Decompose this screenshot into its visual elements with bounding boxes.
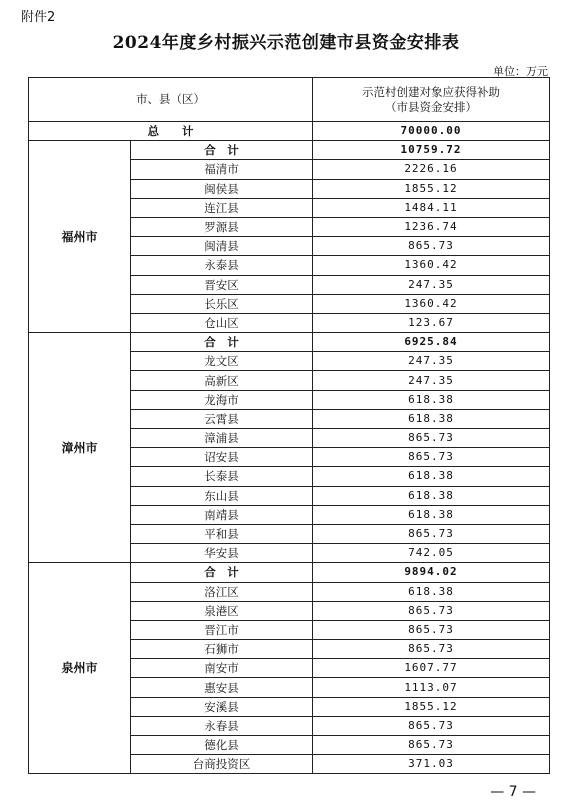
- subtotal-value: 10759.72: [313, 141, 550, 160]
- subtotal-value: 9894.02: [313, 563, 550, 582]
- header-region: 市、县（区）: [29, 78, 313, 122]
- funding-table: [28, 77, 550, 774]
- subtotal-label: 合 计: [131, 563, 313, 582]
- county-name: 闽清县: [131, 237, 313, 256]
- county-value: 742.05: [313, 544, 550, 563]
- city-name: 漳州市: [29, 333, 131, 563]
- header-subsidy-line2: （市县资金安排）: [385, 99, 477, 114]
- county-value: 618.38: [313, 486, 550, 505]
- county-value: 865.73: [313, 524, 550, 543]
- county-value: 1360.42: [313, 256, 550, 275]
- county-name: 漳浦县: [131, 429, 313, 448]
- grand-total-label: 总 计: [29, 122, 313, 141]
- header-subsidy-line1: 示范村创建对象应获得补助: [362, 84, 500, 99]
- county-value: 371.03: [313, 755, 550, 774]
- county-value: 618.38: [313, 409, 550, 428]
- county-value: 865.73: [313, 601, 550, 620]
- county-value: 247.35: [313, 275, 550, 294]
- county-value: 1113.07: [313, 678, 550, 697]
- page-title: 2024年度乡村振兴示范创建市县资金安排表: [112, 33, 460, 53]
- county-value: 2226.16: [313, 160, 550, 179]
- subtotal-row: [29, 333, 550, 352]
- table-header-row: [29, 78, 550, 122]
- unit-label: 单位：万元: [493, 65, 548, 78]
- county-name: 龙海市: [131, 390, 313, 409]
- city-name: 福州市: [29, 141, 131, 333]
- county-value: 618.38: [313, 390, 550, 409]
- county-value: 1607.77: [313, 659, 550, 678]
- county-value: 247.35: [313, 352, 550, 371]
- county-name: 罗源县: [131, 217, 313, 236]
- county-name: 云霄县: [131, 409, 313, 428]
- county-value: 865.73: [313, 620, 550, 639]
- county-value: 865.73: [313, 640, 550, 659]
- county-name: 诏安县: [131, 448, 313, 467]
- subtotal-label: 合 计: [131, 333, 313, 352]
- county-value: 865.73: [313, 237, 550, 256]
- county-value: 618.38: [313, 505, 550, 524]
- county-value: 123.67: [313, 313, 550, 332]
- county-name: 长乐区: [131, 294, 313, 313]
- county-name: 南靖县: [131, 505, 313, 524]
- county-name: 永泰县: [131, 256, 313, 275]
- county-name: 连江县: [131, 198, 313, 217]
- grand-total-value: 70000.00: [313, 122, 550, 141]
- county-name: 惠安县: [131, 678, 313, 697]
- county-value: 1855.12: [313, 179, 550, 198]
- subtotal-value: 6925.84: [313, 333, 550, 352]
- county-name: 永春县: [131, 716, 313, 735]
- county-value: 618.38: [313, 467, 550, 486]
- county-name: 福清市: [131, 160, 313, 179]
- county-value: 865.73: [313, 429, 550, 448]
- page-number: — 7 —: [490, 784, 536, 800]
- county-name: 石狮市: [131, 640, 313, 659]
- county-name: 晋安区: [131, 275, 313, 294]
- county-name: 高新区: [131, 371, 313, 390]
- county-name: 洛江区: [131, 582, 313, 601]
- county-name: 闽侯县: [131, 179, 313, 198]
- county-name: 华安县: [131, 544, 313, 563]
- county-value: 865.73: [313, 448, 550, 467]
- county-value: 1236.74: [313, 217, 550, 236]
- subtotal-row: [29, 563, 550, 582]
- county-value: 247.35: [313, 371, 550, 390]
- county-name: 龙文区: [131, 352, 313, 371]
- county-name: 台商投资区: [131, 755, 313, 774]
- county-value: 1855.12: [313, 697, 550, 716]
- county-value: 1360.42: [313, 294, 550, 313]
- county-value: 865.73: [313, 736, 550, 755]
- county-name: 南安市: [131, 659, 313, 678]
- header-subsidy: [313, 78, 550, 122]
- funding-table-body: [29, 78, 550, 774]
- county-value: 618.38: [313, 582, 550, 601]
- county-name: 安溪县: [131, 697, 313, 716]
- city-name: 泉州市: [29, 563, 131, 774]
- grand-total-row: [29, 122, 550, 141]
- county-name: 德化县: [131, 736, 313, 755]
- county-name: 仓山区: [131, 313, 313, 332]
- attachment-label: 附件2: [21, 10, 56, 25]
- county-name: 泉港区: [131, 601, 313, 620]
- county-name: 东山县: [131, 486, 313, 505]
- county-name: 平和县: [131, 524, 313, 543]
- county-name: 晋江市: [131, 620, 313, 639]
- subtotal-label: 合 计: [131, 141, 313, 160]
- county-value: 1484.11: [313, 198, 550, 217]
- county-name: 长泰县: [131, 467, 313, 486]
- subtotal-row: [29, 141, 550, 160]
- county-value: 865.73: [313, 716, 550, 735]
